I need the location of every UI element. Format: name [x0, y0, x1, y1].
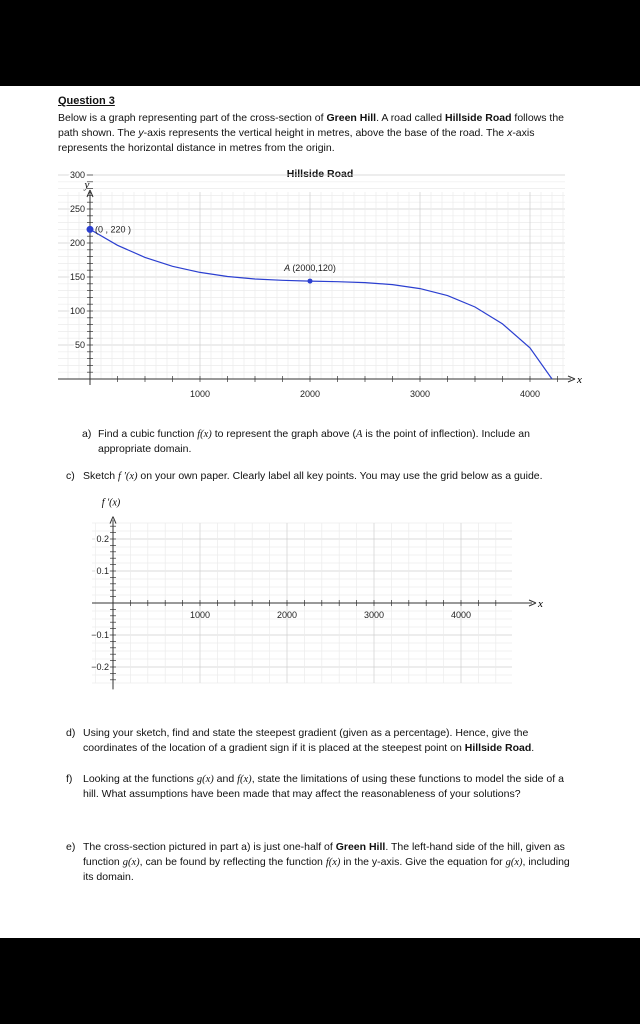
x-tick-label: 4000	[519, 389, 541, 399]
part-c-label: c)	[66, 470, 75, 482]
y-tick-label: 200	[69, 238, 85, 248]
part-f-label: f)	[66, 773, 73, 785]
part-d-text: Using your sketch, find and state the steepest gradient (given as a percentage). Hence, give the coordinates of the location of a gradient sign if it is placed at the steepest point on Hillside Road.	[83, 727, 535, 754]
part-f-text: Looking at the functions g(x) and f(x), state the limitations of using these functions to model the side of a hill. What assumptions have been made that may affect the reasonableness of your solutions?	[83, 773, 564, 800]
start-point-label: (0 , 220 )	[95, 224, 132, 235]
document-page	[0, 86, 640, 938]
y-axis-label: f '(x)	[101, 497, 121, 509]
x-tick-label: 3000	[363, 610, 385, 620]
derivative-grid	[0, 498, 640, 698]
y-tick-label: 100	[69, 306, 85, 316]
part-a-label: a)	[82, 428, 92, 440]
x-tick-label: 2000	[299, 389, 321, 399]
y-tick-label: 150	[69, 272, 85, 282]
part-d-label: d)	[66, 727, 76, 739]
y-tick-label: 0.2	[96, 534, 109, 544]
x-tick-label: 1000	[189, 389, 211, 399]
chart-title: Hillside Road	[286, 168, 354, 180]
y-tick-label: 0.1	[96, 566, 109, 576]
x-tick-label: 3000	[409, 389, 431, 399]
part-e-text: The cross-section pictured in part a) is just one-half of Green Hill. The left-hand side of the hill, given as function g(x), can be found by reflecting the function f(x) in the y-axis. Give the equation for g(x), including its domain.	[83, 841, 570, 883]
part-a-text: Find a cubic function f(x) to represent the graph above (A is the point of inflection). Include an appropriate domain.	[98, 428, 530, 455]
question-intro: Below is a graph representing part of the cross-section of Green Hill. A road called Hillside Road follows the path shown. The y-axis represents the vertical height in metres, above the base of the road. The x-axis represents the horizontal distance in metres from the origin.	[58, 112, 565, 154]
y-tick-label: 300	[69, 170, 85, 180]
x-tick-label: 4000	[450, 610, 472, 620]
point-a-letter: A	[284, 263, 293, 274]
y-tick-label: −0.2	[91, 662, 109, 672]
x-tick-label: 2000	[276, 610, 298, 620]
question-title: Question 3	[58, 95, 115, 107]
x-axis-label: x	[577, 374, 582, 386]
y-tick-label: 50	[74, 340, 85, 350]
inflection-point	[308, 279, 313, 284]
inflection-point-label	[283, 263, 336, 273]
y-tick-label: 250	[69, 204, 85, 214]
start-point	[87, 226, 94, 233]
x-tick-label: 1000	[189, 610, 211, 620]
y-tick-label: −0.1	[91, 630, 109, 640]
point-a-coords: (2000,120)	[292, 263, 336, 274]
x-axis-label: x	[538, 598, 543, 610]
part-c-text: Sketch f '(x) on your own paper. Clearly label all key points. You may use the grid below as a guide.	[83, 470, 543, 482]
part-e-label: e)	[66, 841, 76, 853]
y-axis-label: y	[84, 179, 90, 191]
